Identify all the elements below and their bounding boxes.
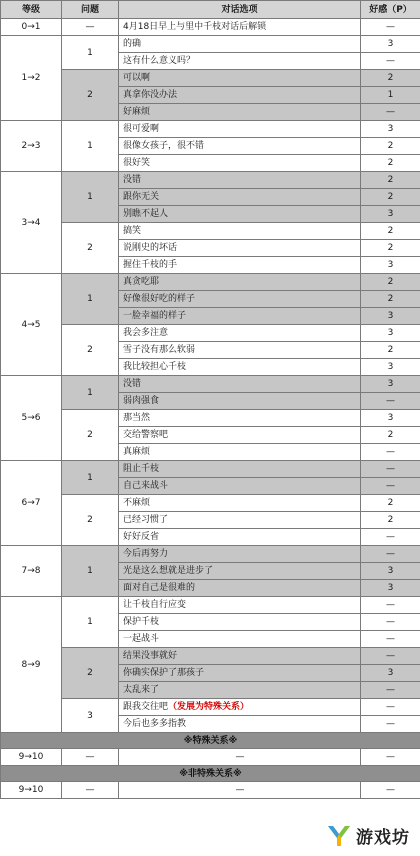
affinity-cell: — (361, 631, 420, 648)
table-row (1, 648, 420, 665)
option-cell: 面对自己是很难的 (119, 580, 361, 597)
option-cell: 很好笑 (119, 155, 361, 172)
question-cell: 2 (62, 70, 119, 121)
question-cell: — (62, 749, 119, 766)
yx-logo-icon (326, 824, 352, 848)
level-cell: 8→9 (1, 597, 62, 733)
affinity-cell: — (361, 782, 420, 799)
affinity-cell: 2 (361, 172, 420, 189)
affinity-cell: — (361, 597, 420, 614)
option-cell: 自己来战斗 (119, 478, 361, 495)
table-row (1, 699, 420, 716)
option-cell: 4月18日早上与里中千枝对话后解锁 (119, 19, 361, 36)
affinity-cell: 3 (361, 206, 420, 223)
question-cell: 2 (62, 325, 119, 376)
level-cell: 6→7 (1, 461, 62, 546)
section-nonspecial-title: ※非特殊关系※ (1, 766, 420, 782)
option-cell: 你确实保护了那孩子 (119, 665, 361, 682)
level-cell: 5→6 (1, 376, 62, 461)
affinity-cell: — (361, 614, 420, 631)
option-cell: 好像很好吃的样子 (119, 291, 361, 308)
table-row (1, 274, 420, 291)
level-cell: 9→10 (1, 782, 62, 799)
affinity-cell: 3 (361, 121, 420, 138)
affinity-cell: — (361, 444, 420, 461)
affinity-cell: 3 (361, 359, 420, 376)
affinity-cell: 2 (361, 495, 420, 512)
header-option: 对话选项 (119, 1, 361, 19)
affinity-cell: 3 (361, 580, 420, 597)
option-cell: 可以啊 (119, 70, 361, 87)
option-cell: 没错 (119, 376, 361, 393)
question-cell: 1 (62, 274, 119, 325)
option-text: 跟我交往吧 (123, 702, 169, 712)
affinity-cell: 3 (361, 36, 420, 53)
affinity-cell: 2 (361, 512, 420, 529)
question-cell: 2 (62, 495, 119, 546)
option-cell: 今后再努力 (119, 546, 361, 563)
affinity-cell: 3 (361, 308, 420, 325)
option-cell: 一脸幸福的样子 (119, 308, 361, 325)
affinity-cell: — (361, 478, 420, 495)
special-relation-note: （发展为特殊关系） (168, 702, 250, 712)
question-cell: 2 (62, 410, 119, 461)
section-header-row (1, 766, 420, 782)
level-cell: 2→3 (1, 121, 62, 172)
affinity-cell: — (361, 716, 420, 733)
affinity-cell: — (361, 19, 420, 36)
affinity-cell: 2 (361, 223, 420, 240)
level-cell: 7→8 (1, 546, 62, 597)
option-cell: 搞笑 (119, 223, 361, 240)
table-row (1, 172, 420, 189)
affinity-cell: — (361, 393, 420, 410)
table-row (1, 546, 420, 563)
table-row (1, 749, 420, 766)
option-cell: 这有什么意义吗？ (119, 53, 361, 70)
option-cell: 没错 (119, 172, 361, 189)
affinity-cell: — (361, 461, 420, 478)
option-cell: 真贪吃耶 (119, 274, 361, 291)
affinity-cell: — (361, 648, 420, 665)
header-affinity: 好感（P） (361, 1, 420, 19)
affinity-cell: 2 (361, 138, 420, 155)
option-cell: 真拿你没办法 (119, 87, 361, 104)
option-cell: 今后也多多指教 (119, 716, 361, 733)
level-cell: 4→5 (1, 274, 62, 376)
affinity-cell: 2 (361, 274, 420, 291)
option-cell: 交给警察吧 (119, 427, 361, 444)
question-cell: — (62, 19, 119, 36)
watermark (324, 821, 414, 850)
affinity-cell: — (361, 749, 420, 766)
affinity-cell: — (361, 682, 420, 699)
option-cell: 跟你无关 (119, 189, 361, 206)
table-row (1, 495, 420, 512)
table-row (1, 70, 420, 87)
question-cell: — (62, 782, 119, 799)
option-cell: 那当然 (119, 410, 361, 427)
section-header-row (1, 733, 420, 749)
affinity-cell: 1 (361, 87, 420, 104)
affinity-cell: 3 (361, 563, 420, 580)
option-cell: 结果没事就好 (119, 648, 361, 665)
watermark-text: 游戏坊 (356, 828, 410, 848)
option-cell: 好好反省 (119, 529, 361, 546)
header-question: 问题 (62, 1, 119, 19)
option-cell: 一起战斗 (119, 631, 361, 648)
table-header-row (1, 1, 420, 19)
question-cell: 2 (62, 648, 119, 699)
question-cell: 3 (62, 699, 119, 733)
table-row (1, 36, 420, 53)
option-cell: 让千枝自行应变 (119, 597, 361, 614)
option-cell: 雪子没有那么软弱 (119, 342, 361, 359)
option-cell: 我会多注意 (119, 325, 361, 342)
option-cell: 很像女孩子，很不错 (119, 138, 361, 155)
affinity-cell: 2 (361, 70, 420, 87)
table-row (1, 121, 420, 138)
option-cell: 真麻烦 (119, 444, 361, 461)
level-cell: 0→1 (1, 19, 62, 36)
section-special-title: ※特殊关系※ (1, 733, 420, 749)
option-cell: — (119, 782, 361, 799)
option-cell (119, 699, 361, 716)
affinity-cell: 2 (361, 189, 420, 206)
question-cell: 1 (62, 172, 119, 223)
level-cell: 3→4 (1, 172, 62, 274)
affinity-cell: — (361, 529, 420, 546)
table-row (1, 325, 420, 342)
affinity-cell: 2 (361, 291, 420, 308)
table-row (1, 461, 420, 478)
affinity-cell: — (361, 104, 420, 121)
level-cell: 9→10 (1, 749, 62, 766)
affinity-cell: 2 (361, 240, 420, 257)
table-row (1, 376, 420, 393)
affinity-cell: 3 (361, 665, 420, 682)
question-cell: 1 (62, 546, 119, 597)
affinity-cell: 2 (361, 155, 420, 172)
level-cell: 1→2 (1, 36, 62, 121)
affinity-cell: 3 (361, 376, 420, 393)
affinity-cell: — (361, 546, 420, 563)
table-row (1, 782, 420, 799)
affinity-cell: 3 (361, 257, 420, 274)
table-row (1, 223, 420, 240)
option-cell: 好麻烦 (119, 104, 361, 121)
table-row (1, 597, 420, 614)
affinity-cell: 3 (361, 410, 420, 427)
option-cell: 说刚史的坏话 (119, 240, 361, 257)
option-cell: 的确 (119, 36, 361, 53)
affinity-cell: — (361, 699, 420, 716)
table-row (1, 410, 420, 427)
option-cell: 太乱来了 (119, 682, 361, 699)
affinity-cell: 2 (361, 427, 420, 444)
question-cell: 1 (62, 597, 119, 648)
affinity-cell: 2 (361, 342, 420, 359)
option-cell: 我比较担心千枝 (119, 359, 361, 376)
header-level: 等级 (1, 1, 62, 19)
option-cell: 很可爱啊 (119, 121, 361, 138)
affinity-cell: — (361, 53, 420, 70)
option-cell: 弱肉强食 (119, 393, 361, 410)
option-cell: 握住千枝的手 (119, 257, 361, 274)
option-cell: — (119, 749, 361, 766)
question-cell: 1 (62, 36, 119, 70)
question-cell: 2 (62, 223, 119, 274)
option-cell: 保护千枝 (119, 614, 361, 631)
question-cell: 1 (62, 376, 119, 410)
option-cell: 光是这么想就是进步了 (119, 563, 361, 580)
option-cell: 不麻烦 (119, 495, 361, 512)
option-cell: 别瞧不起人 (119, 206, 361, 223)
affinity-cell: 3 (361, 325, 420, 342)
option-cell: 阻止千枝 (119, 461, 361, 478)
option-cell: 已经习惯了 (119, 512, 361, 529)
question-cell: 1 (62, 461, 119, 495)
question-cell: 1 (62, 121, 119, 172)
table-row (1, 19, 420, 36)
